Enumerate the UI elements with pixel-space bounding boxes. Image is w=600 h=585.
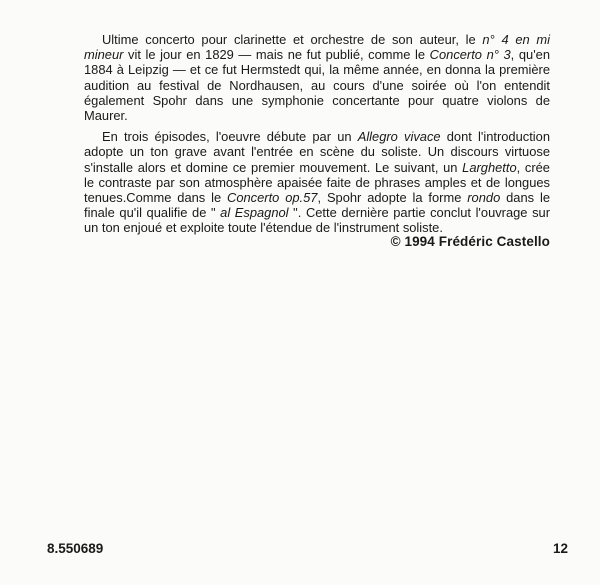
paragraph-text: , Spohr adopte la forme (317, 190, 468, 206)
paragraph-text: , crée le contraste par son atmosphère apaisée faite de phrases amples et de longues tenues.Comme dans le (84, 159, 550, 206)
paragraph-text: dont l'introduction adopte un ton grave avant l'entrée en scène du soliste. Un discours virtuose s'installe alors et domine ce premier mouvement. Le suivant, un (84, 129, 550, 175)
paragraph-text: vit le jour en 1829 — mais ne fut publié, comme le (123, 47, 430, 63)
paragraph (84, 32, 550, 123)
paragraph-text: , qu'en 1884 à Leipzig — et ce fut Hermstedt qui, la même année, en donna la première audition au festival de Nordhausen, au cours d'une soirée où l'on entendit également Spohr dans une symphonie concertante pour quatre violons de Maurer. (84, 47, 550, 124)
italic-title-text: Larghetto (462, 159, 517, 175)
paragraph-text: dans le finale qu'il qualifie de " (84, 190, 550, 221)
italic-title-text: Concerto op.57 (227, 190, 318, 206)
italic-title-text: Allegro vivace (357, 129, 441, 145)
paragraph-text: Ultime concerto pour clarinette et orchestre de son auteur, le (102, 32, 483, 47)
paragraph (84, 129, 550, 235)
italic-title-text: rondo (467, 190, 501, 206)
copyright-signature: © 1994 Frédéric Castello (390, 234, 550, 249)
catalog-number: 8.550689 (47, 541, 104, 556)
liner-notes-text (84, 32, 550, 242)
paragraph-text: ". Cette dernière partie conclut l'ouvrage sur un ton enjoué et exploite toute l'étendue de l'instrument soliste. (84, 205, 550, 236)
paragraph-text: En trois épisodes, l'oeuvre débute par un (102, 129, 358, 145)
italic-title-text: Concerto n° 3 (429, 47, 511, 63)
italic-title-text: n° 4 en mi mineur (84, 32, 550, 63)
page-number: 12 (552, 541, 568, 556)
italic-title-text: al Espagnol (220, 205, 289, 221)
